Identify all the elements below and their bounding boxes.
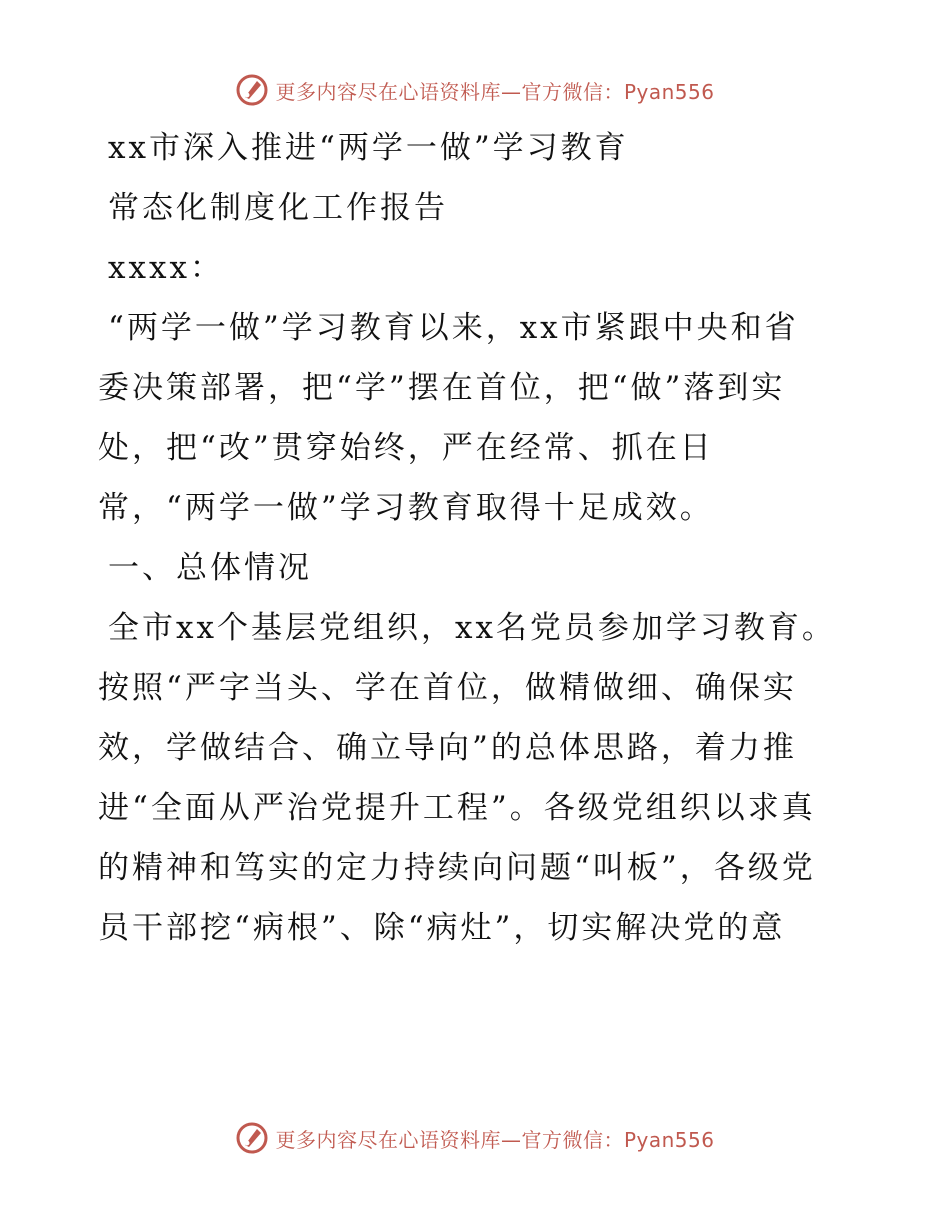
paragraph-line: 进“全面从严治党提升工程”。各级党组织以求真 bbox=[98, 790, 816, 826]
paragraph-line: 效，学做结合、确立导向”的总体思路，着力推 bbox=[98, 730, 797, 766]
paragraph-line: 全市xx个基层党组织，xx名党员参加学习教育。 bbox=[108, 610, 836, 646]
document-body bbox=[98, 118, 858, 958]
paragraph-1 bbox=[98, 298, 858, 538]
paragraph-line: 委决策部署，把“学”摆在首位，把“做”落到实 bbox=[98, 370, 786, 406]
paragraph-line: “两学一做”学习教育以来，xx市紧跟中央和省 bbox=[108, 310, 799, 346]
document-title-line-2: 常态化制度化工作报告 bbox=[108, 190, 448, 226]
logo-icon bbox=[235, 1121, 269, 1155]
paragraph-line: 的精神和笃实的定力持续向问题“叫板”，各级党 bbox=[98, 850, 816, 886]
paragraph-line: 常，“两学一做”学习教育取得十足成效。 bbox=[98, 490, 714, 526]
paragraph-line: 处，把“改”贯穿始终，严在经常、抓在日 bbox=[98, 430, 714, 466]
paragraph-line: 员干部挖“病根”、除“病灶”，切实解决党的意 bbox=[98, 910, 786, 946]
section-heading: 一、总体情况 bbox=[108, 550, 312, 586]
document-title-line-1: xx市深入推进“两学一做”学习教育 bbox=[108, 130, 629, 166]
watermark-text: 更多内容尽在心语资料库—官方微信：Pyan556 bbox=[275, 79, 715, 104]
salutation: xxxx： bbox=[108, 250, 224, 286]
watermark-header bbox=[0, 70, 950, 110]
logo-icon bbox=[235, 73, 269, 107]
watermark-footer bbox=[0, 1118, 950, 1158]
watermark-text: 更多内容尽在心语资料库—官方微信：Pyan556 bbox=[275, 1127, 715, 1152]
paragraph-2 bbox=[98, 598, 858, 958]
paragraph-line: 按照“严字当头、学在首位，做精做细、确保实 bbox=[98, 670, 797, 706]
